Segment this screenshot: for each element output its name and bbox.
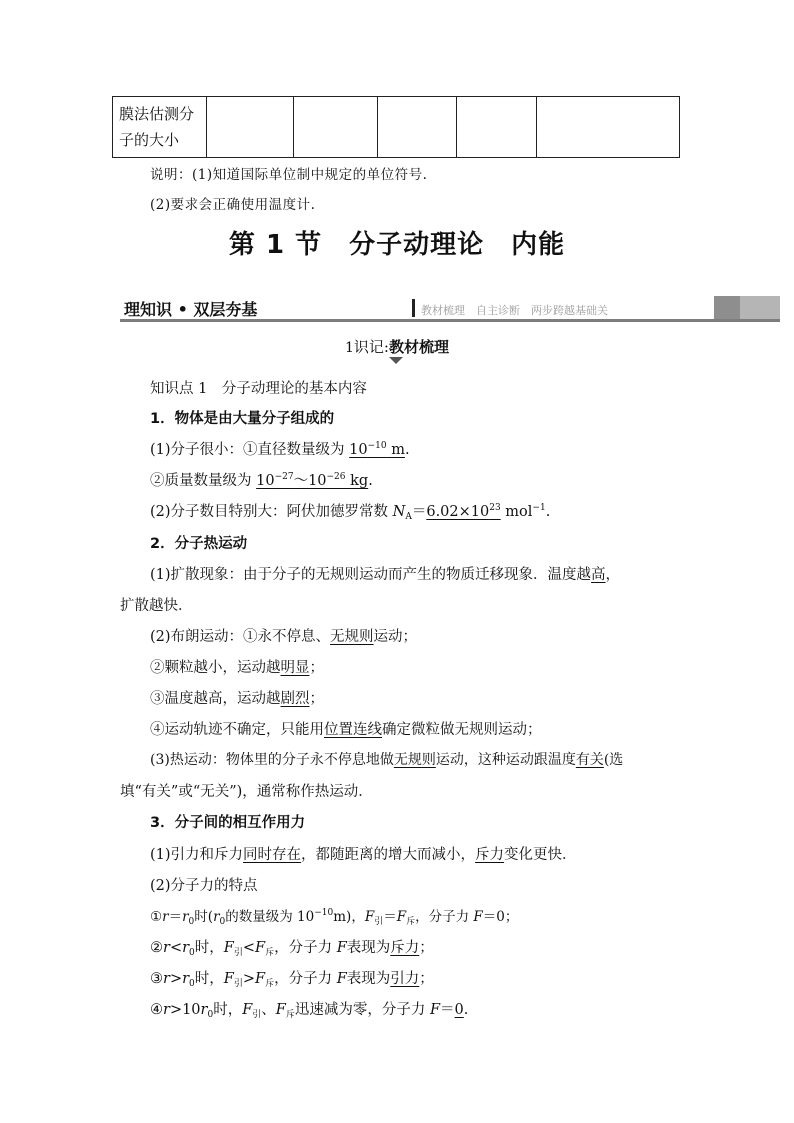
- text: r: [200, 1002, 208, 1018]
- text: .: [404, 442, 410, 458]
- text: −26: [326, 472, 346, 482]
- text: (1)引力和斥力: [150, 847, 244, 863]
- text: −10: [367, 441, 387, 451]
- section-label: 识记:: [353, 338, 389, 356]
- text-line: [150, 438, 410, 459]
- answer-blank: [426, 504, 500, 520]
- text: 引: [252, 1010, 262, 1020]
- cell-line: 子的大小: [119, 131, 180, 149]
- text: 确定微粒做无规则运动；: [382, 722, 542, 738]
- text: ＝: [440, 1002, 455, 1018]
- text: 斥: [285, 1010, 295, 1020]
- text: .: [368, 473, 373, 489]
- text-line: (2)分子力的特点: [150, 878, 258, 894]
- answer-blank: 无规则: [330, 629, 374, 645]
- text: 时，: [213, 1002, 243, 1018]
- text: F: [429, 1002, 441, 1018]
- text: F: [396, 909, 407, 925]
- text: A: [405, 512, 412, 522]
- text: ，都随距离的增大而减小，: [301, 847, 476, 863]
- table-cell: [457, 97, 537, 157]
- text-line: [150, 469, 373, 490]
- item-text: 分子间的相互作用力: [174, 815, 306, 831]
- text: F: [336, 940, 347, 956]
- answer-blank: 高: [591, 567, 606, 583]
- text-line: [150, 656, 324, 677]
- section-number: 1: [345, 340, 354, 356]
- text: ①: [150, 909, 163, 925]
- text: >10: [169, 1002, 201, 1018]
- answer-blank: 引力: [390, 971, 420, 987]
- text: r: [163, 1002, 170, 1018]
- text: F: [364, 909, 375, 925]
- text: −10: [314, 908, 334, 918]
- text: >: [169, 971, 183, 987]
- text-line: [150, 625, 417, 646]
- text: 迅速减为零，分子力: [294, 1002, 430, 1018]
- text: 时，: [194, 971, 224, 987]
- text: ，分子力: [274, 940, 337, 956]
- text-line: [150, 749, 623, 769]
- text: ②: [150, 940, 163, 956]
- text: (3)热运动：物体里的分子永不停息地做: [150, 752, 394, 768]
- text: 6.02×10: [426, 504, 490, 520]
- text: ②颗粒越小，运动越: [150, 660, 281, 676]
- text: 表现为: [346, 971, 391, 987]
- text: 斥: [265, 948, 275, 958]
- text: ＝: [411, 504, 427, 520]
- text: 10: [349, 442, 368, 458]
- section-subheading: [0, 336, 794, 357]
- text-line: [150, 998, 468, 1020]
- note-line: (2)要求会正确使用温度计.: [150, 197, 316, 213]
- text: 时，: [194, 940, 224, 956]
- text-line: [150, 967, 434, 989]
- text: F: [255, 971, 266, 987]
- text: r: [213, 909, 220, 925]
- text: ，分子力: [415, 909, 474, 925]
- banner-subtitle: 教材梳理 自主诊断 两步跨越基础关: [421, 304, 608, 317]
- text: −1: [532, 503, 546, 513]
- text: 引: [374, 917, 384, 927]
- text-line: [150, 843, 577, 864]
- text-line: 填“有关”或“无关”)，通常称作热运动．: [120, 784, 373, 800]
- item-heading: [150, 811, 305, 832]
- text: ④: [150, 1002, 163, 1018]
- text: m)，: [333, 909, 365, 925]
- text: ，分子力: [274, 971, 337, 987]
- text: r: [182, 940, 190, 956]
- text: F: [223, 971, 234, 987]
- note-line: 说明：(1)知道国际单位制中规定的单位符号.: [150, 167, 428, 183]
- text: 的数量级为 10: [225, 909, 315, 925]
- item-number: 1．: [150, 411, 175, 427]
- text-line: 扩散越快．: [120, 598, 193, 614]
- item-text: 分子热运动: [174, 536, 248, 552]
- text: .: [545, 504, 551, 520]
- text-line: [150, 687, 324, 708]
- text: <: [169, 940, 183, 956]
- text: (2)分子数目特别大：阿伏加德罗常数: [150, 504, 393, 520]
- cell-line: 膜法估测分: [119, 105, 195, 123]
- text: r: [163, 971, 170, 987]
- answer-blank: 明显: [280, 660, 310, 676]
- answer-blank: [349, 442, 405, 458]
- text: ③温度越高，运动越: [150, 691, 281, 707]
- text: F: [242, 1002, 253, 1018]
- text: ；: [419, 940, 434, 956]
- text: r: [182, 909, 189, 925]
- text: (选: [603, 752, 624, 768]
- text-line: [150, 563, 620, 584]
- item-heading: [150, 407, 334, 428]
- text-line: [150, 500, 550, 522]
- text: F: [255, 940, 266, 956]
- item-heading: [150, 532, 247, 553]
- text: 10: [256, 473, 275, 489]
- text: (1)扩散现象：由于分子的无规则运动而产生的物质迁移现象．温度越: [150, 567, 592, 583]
- text: 23: [489, 503, 501, 513]
- page-title: 第 1 节 分子动理论 内能: [228, 230, 566, 260]
- banner-block-light: [740, 296, 780, 319]
- banner-title: 理知识 • 双层夯基: [124, 300, 258, 319]
- text: ；: [309, 691, 324, 707]
- text: 10: [308, 473, 327, 489]
- table-cell: [207, 97, 294, 157]
- knowledge-point-heading: 知识点 1 分子动理论的基本内容: [150, 381, 367, 397]
- text: 斥: [265, 979, 275, 989]
- text: F: [223, 940, 234, 956]
- text: ＝: [168, 909, 183, 925]
- text: ＝: [383, 909, 397, 925]
- text-line: [150, 718, 542, 739]
- text: F: [275, 1002, 286, 1018]
- text: ②质量数量级为: [150, 473, 257, 489]
- text: m: [386, 442, 405, 458]
- text: ；: [309, 660, 324, 676]
- table-cell: [378, 97, 457, 157]
- text: (1)分子很小：①直径数量级为: [150, 442, 350, 458]
- text: 0: [219, 917, 226, 927]
- text: 、: [261, 1002, 276, 1018]
- text: 0: [189, 979, 195, 989]
- text: r: [162, 909, 169, 925]
- text: 引: [233, 979, 243, 989]
- banner-block-dark: [714, 296, 740, 319]
- section-banner: [120, 296, 780, 322]
- section-name: 教材梳理: [388, 338, 449, 356]
- text: F: [473, 909, 483, 925]
- text: (2)布朗运动：①永不停息、: [150, 629, 331, 645]
- answer-blank: 无规则: [393, 752, 436, 768]
- text: kg: [345, 473, 369, 489]
- table-cell: [113, 97, 207, 157]
- text: mol: [500, 504, 533, 520]
- text: 变化更快．: [504, 847, 577, 863]
- text: ③: [150, 971, 163, 987]
- answer-blank: 斥力: [475, 847, 505, 863]
- table-cell-text: [113, 97, 206, 153]
- answer-blank: 斥力: [390, 940, 420, 956]
- text: <: [242, 940, 255, 956]
- text: 引: [233, 948, 243, 958]
- text: ＝0；: [482, 909, 519, 925]
- text: N: [392, 504, 406, 520]
- item-text: 物体是由大量分子组成的: [174, 411, 335, 427]
- text: 时(: [194, 909, 214, 925]
- answer-blank: 有关: [575, 752, 604, 768]
- answer-blank: 位置连线: [324, 722, 382, 738]
- banner-underline: [120, 319, 780, 322]
- text-line: [150, 936, 434, 958]
- text: ，: [605, 567, 621, 583]
- table-cell: [537, 97, 679, 157]
- text: r: [182, 971, 190, 987]
- text: ④运动轨迹不确定，只能用: [150, 722, 324, 738]
- text: .: [463, 1002, 469, 1018]
- banner-divider: [412, 299, 415, 317]
- text: 运动；: [373, 629, 418, 645]
- text: 0: [188, 917, 195, 927]
- text: >: [242, 971, 255, 987]
- answer-blank: 同时存在: [243, 847, 302, 863]
- top-table: [112, 96, 680, 158]
- answer-blank: 0: [454, 1002, 464, 1018]
- triangle-marker-icon: [389, 357, 403, 364]
- text: 0: [189, 948, 195, 958]
- text: F: [336, 971, 347, 987]
- table-cell: [294, 97, 378, 157]
- text: 0: [207, 1010, 214, 1020]
- text: −27: [274, 472, 294, 482]
- item-number: 2．: [150, 536, 175, 552]
- answer-blank: [256, 473, 368, 489]
- text: 斥: [406, 917, 416, 927]
- text-line: [150, 905, 518, 927]
- text: 运动，这种运动跟温度: [435, 752, 576, 768]
- text: ；: [419, 971, 434, 987]
- text: r: [163, 940, 170, 956]
- text: 表现为: [346, 940, 391, 956]
- answer-blank: 剧烈: [280, 691, 310, 707]
- text: ～: [293, 473, 309, 489]
- item-number: 3．: [150, 815, 175, 831]
